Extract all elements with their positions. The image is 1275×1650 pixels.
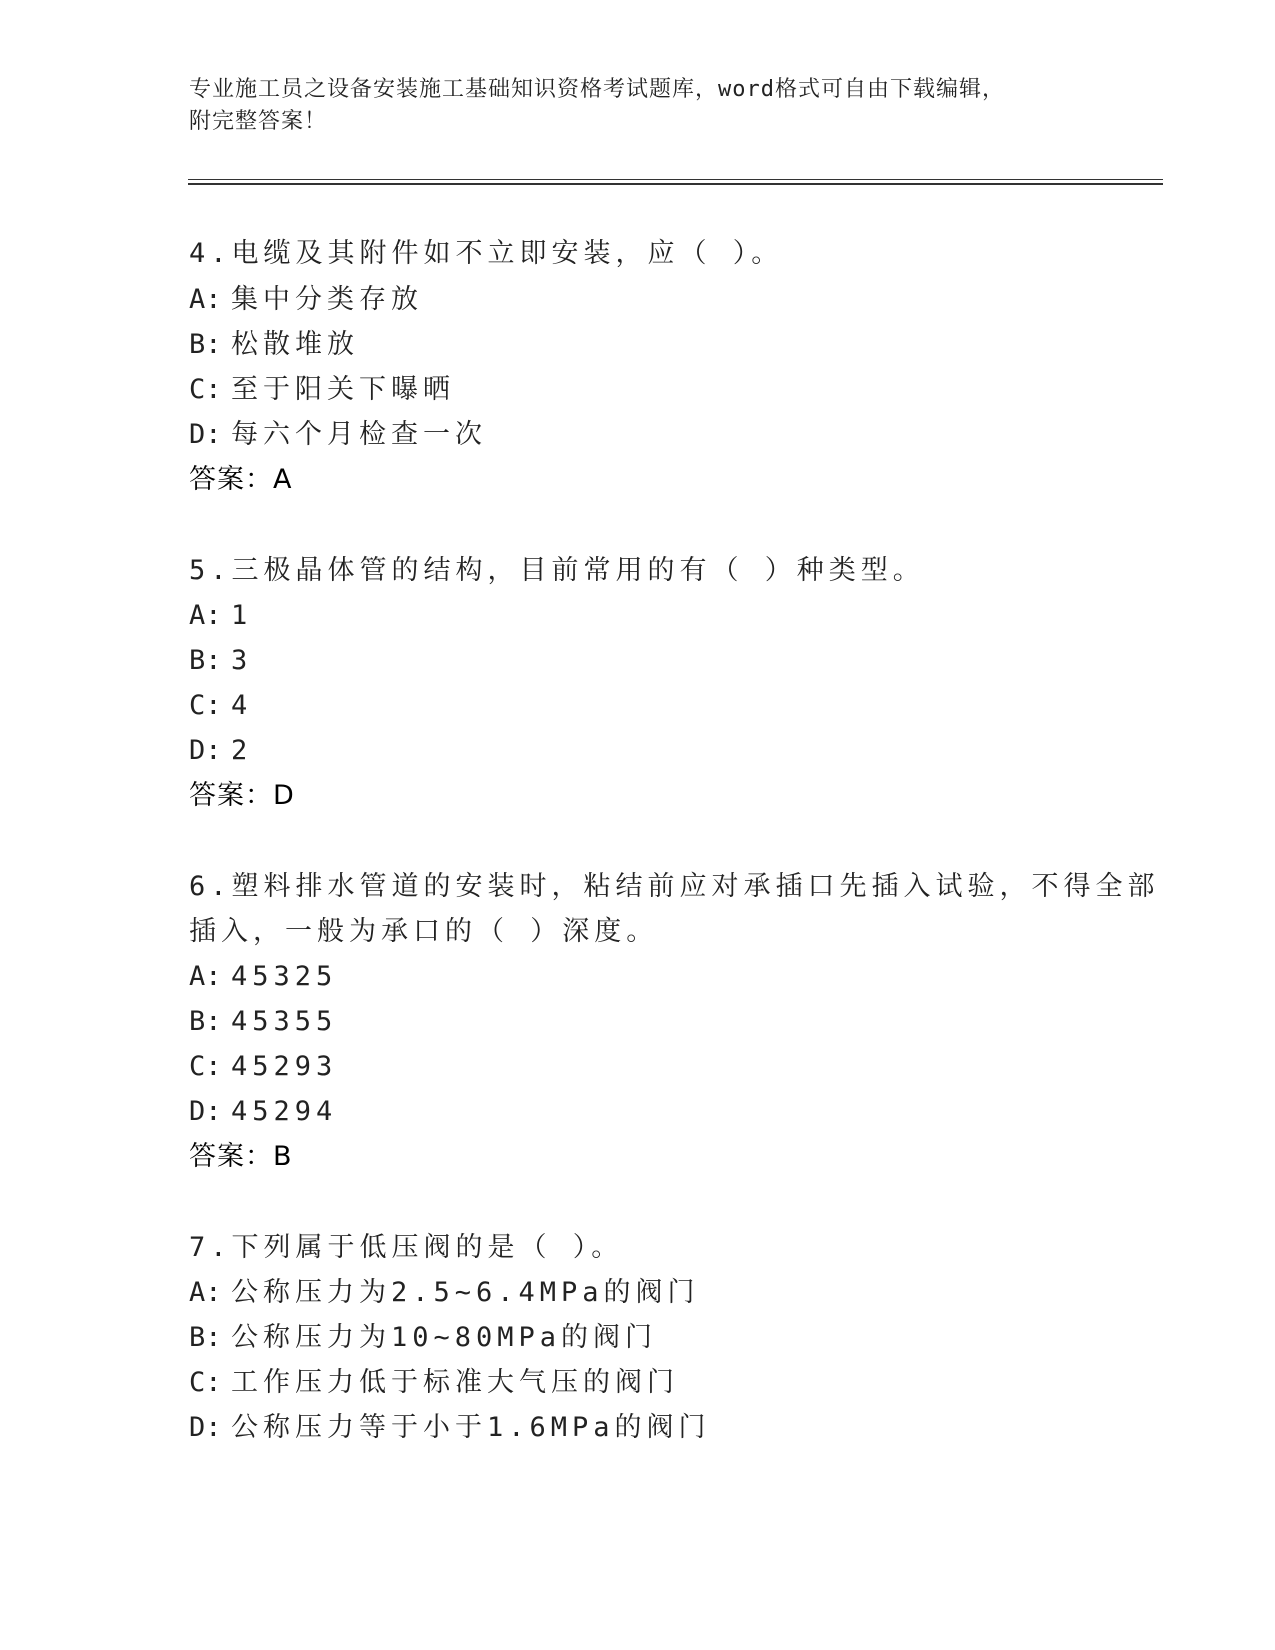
question-5-option-a <box>189 593 252 639</box>
option-key: B: <box>189 645 222 676</box>
question-6-option-c <box>189 1044 337 1090</box>
option-text: 45294 <box>231 1096 338 1127</box>
option-text: 4 <box>231 690 253 721</box>
question-4-stem: 4.电缆及其附件如不立即安装，应（ ）。 <box>189 238 784 269</box>
option-key: C: <box>189 374 222 405</box>
question-6-stem-line-2: 插入，一般为承口的（ ）深度。 <box>189 916 659 947</box>
option-key: D: <box>189 1096 222 1127</box>
option-text: 集中分类存放 <box>231 284 423 315</box>
option-text: 45293 <box>231 1051 338 1082</box>
option-text: 松散堆放 <box>231 329 359 360</box>
option-key: D: <box>189 419 222 450</box>
option-key: D: <box>189 1412 222 1443</box>
option-text: 1 <box>231 600 253 631</box>
question-4-option-b <box>189 322 359 368</box>
option-key: D: <box>189 735 222 766</box>
question-4-option-d <box>189 412 487 458</box>
question-5-stem: 5.三极晶体管的结构，目前常用的有（ ）种类型。 <box>189 555 925 586</box>
option-text: 至于阳关下曝晒 <box>231 374 455 405</box>
question-4-option-a <box>189 277 423 323</box>
option-text: 公称压力为2.5~6.4MPa的阀门 <box>231 1277 700 1308</box>
option-key: B: <box>189 1006 222 1037</box>
question-4-answer: 答案：A <box>189 464 293 495</box>
question-6-answer: 答案：B <box>189 1141 293 1172</box>
option-key: B: <box>189 329 222 360</box>
option-text: 公称压力为10~80MPa的阀门 <box>231 1322 658 1353</box>
option-text: 3 <box>231 645 253 676</box>
option-text: 工作压力低于标准大气压的阀门 <box>231 1367 679 1398</box>
question-7-option-b <box>189 1315 657 1361</box>
option-key: A: <box>189 961 222 992</box>
question-5-option-d <box>189 728 252 774</box>
header-line-2: 附完整答案！ <box>189 109 328 134</box>
question-5-option-b <box>189 638 252 684</box>
option-key: A: <box>189 1277 222 1308</box>
option-text: 2 <box>231 735 253 766</box>
question-7-stem: 7.下列属于低压阀的是（ ）。 <box>189 1232 624 1263</box>
header-divider-thin <box>188 179 1163 180</box>
option-text: 45325 <box>231 961 338 992</box>
option-text: 每六个月检查一次 <box>231 419 487 450</box>
option-key: B: <box>189 1322 222 1353</box>
question-6-option-a <box>189 954 337 1000</box>
option-key: A: <box>189 284 222 315</box>
question-6-option-d <box>189 1089 337 1135</box>
document-header <box>189 74 1089 138</box>
header-divider-thick <box>188 183 1163 185</box>
question-6-stem-line-1: 6.塑料排水管道的安装时，粘结前应对承插口先插入试验，不得全部 <box>189 871 1160 902</box>
question-7-option-d <box>189 1405 711 1451</box>
option-text: 公称压力等于小于1.6MPa的阀门 <box>231 1412 711 1443</box>
question-5-answer: 答案：D <box>189 780 295 811</box>
question-4-option-c <box>189 367 455 413</box>
header-line-1: 专业施工员之设备安装施工基础知识资格考试题库，word格式可自由下载编辑， <box>189 77 1005 102</box>
question-7-option-a <box>189 1270 700 1316</box>
option-key: A: <box>189 600 222 631</box>
option-key: C: <box>189 690 222 721</box>
question-7-option-c <box>189 1360 679 1406</box>
option-key: C: <box>189 1367 222 1398</box>
question-5-option-c <box>189 683 252 729</box>
question-6-option-b <box>189 999 337 1045</box>
option-text: 45355 <box>231 1006 338 1037</box>
option-key: C: <box>189 1051 222 1082</box>
